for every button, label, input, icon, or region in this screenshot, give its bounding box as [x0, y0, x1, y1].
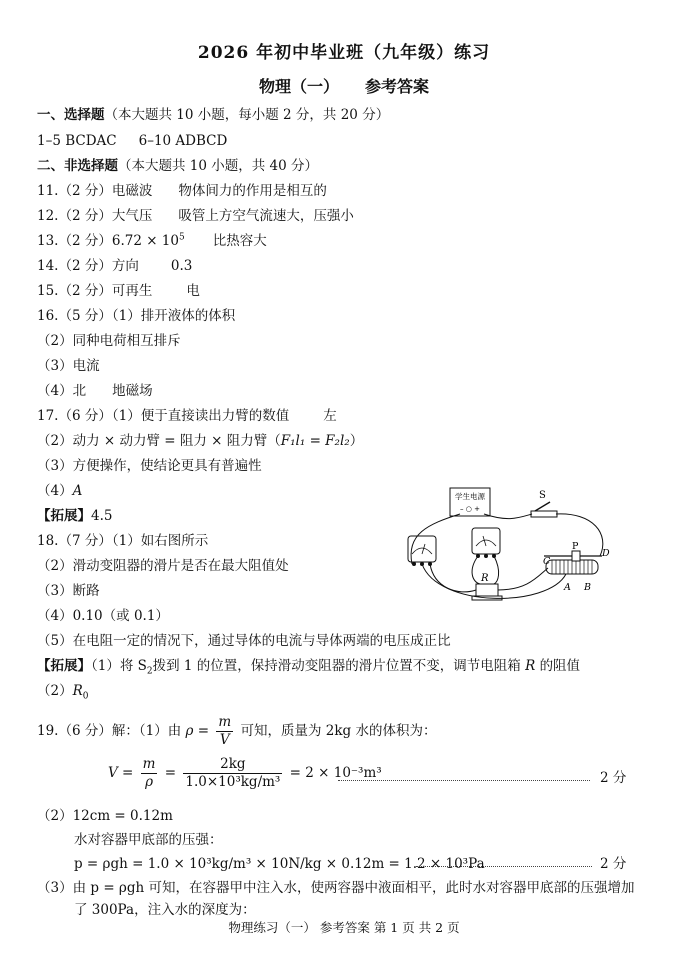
mc-heading-label: 一、选择题: [37, 107, 105, 123]
section-nmc-heading: [37, 156, 318, 176]
q19-pressure-desc: 水对容器甲底部的压强：: [74, 832, 223, 848]
resistor-label: R: [481, 573, 489, 584]
q19-volume-equation: [108, 756, 382, 791]
ammeter: [408, 536, 436, 562]
answer-q17-4: [37, 481, 82, 501]
q13-head: 13.（2 分）6.72 × 10: [37, 233, 179, 249]
q15-b: 电: [186, 283, 200, 299]
q15-head: 15.（2 分）可再生: [37, 283, 153, 299]
power-supply-terminals: – ○ +: [460, 505, 480, 513]
q18-ext1-c: 的阻值: [539, 658, 581, 674]
nmc-heading-label: 二、非选择题: [37, 158, 118, 174]
q17-p2-end: ）: [349, 433, 364, 449]
q19-v-frac2: [183, 756, 282, 791]
voltmeter: [472, 528, 500, 554]
q19-v-frac1-num: m: [142, 756, 156, 772]
answer-q16-3: （3）电流: [37, 358, 100, 374]
q19-eq: =: [197, 723, 210, 739]
q19-v-eq: =: [164, 765, 177, 781]
q12-head: 12.（2 分）大气压: [37, 208, 153, 224]
answer-q18-extension-1: [37, 656, 580, 676]
rheostat-label-b: B: [584, 582, 591, 593]
answer-q18-extension-2: [37, 681, 89, 701]
q19-volume-score: 2 分: [600, 770, 627, 786]
answer-q17-extension: [37, 506, 112, 526]
q14-head: 14.（2 分）方向: [37, 258, 139, 274]
q11-head: 11.（2 分）电磁波: [37, 183, 153, 199]
q19-v-frac1: [141, 756, 158, 791]
q17-p2: （2）动力 × 动力臂 = 阻力 × 阻力臂（: [37, 433, 281, 449]
answer-q19-3-line1: （3）由 p = ρgh 可知，在容器甲中注入水，使两容器中液面相平，此时水对容器甲底部的压强增加: [37, 880, 635, 896]
answer-q17-1: [37, 406, 337, 426]
answer-q18-1: 18.（7 分）（1）如右图所示: [37, 533, 209, 549]
q18-ext1-a: （1）将 S: [91, 658, 147, 674]
q16-4b: 地磁场: [112, 383, 153, 399]
q19-pressure-score: 2 分: [600, 856, 627, 872]
q18-ext2-a: （2）: [37, 683, 73, 699]
answer-q18-2: （2）滑动变阻器的滑片是否在最大阻值处: [37, 558, 289, 574]
answer-q16-2: （2）同种电荷相互排斥: [37, 333, 181, 349]
answer-q19-3-line2: 了 300Pa，注入水的深度为：: [74, 902, 256, 918]
answer-q18-5: （5）在电阻一定的情况下，通过导体的电流与导体两端的电压成正比: [37, 633, 451, 649]
page-title: 2026 年初中毕业班（九年级）练习: [197, 43, 491, 63]
nmc-heading-note: （本大题共 10 小题，共 40 分）: [118, 158, 319, 174]
q19-v-left: V =: [108, 765, 134, 781]
subtitle-subject: 物理（一）: [258, 77, 339, 96]
q13-exponent: 5: [178, 232, 185, 243]
q19-head-b: 可知，质量为 2kg 水的体积为：: [240, 723, 437, 739]
q17-p4-var: A: [72, 483, 83, 499]
q19-head-a: 19.（6 分）解：（1）由: [37, 723, 182, 739]
voltmeter-terminal-2: [484, 554, 488, 558]
q19-density-fraction: [216, 714, 233, 749]
q19-volume-dots: [338, 780, 590, 781]
answer-q11: [37, 181, 327, 201]
answer-q19-2: （2）12cm = 0.12m: [37, 808, 173, 824]
switch-label: S: [539, 490, 546, 501]
power-supply-label: 学生电源: [455, 492, 485, 501]
q13-b: 比热容大: [212, 233, 267, 249]
q18-ext1-var: R: [525, 658, 536, 674]
q17-formula: F₁l₁ = F₂l₂: [280, 433, 350, 449]
q17-ext-value: 4.5: [91, 508, 113, 524]
answer-q17-2: [37, 431, 363, 451]
resistor-r: [476, 584, 498, 596]
rheostat-label-c: C: [543, 556, 551, 567]
subtitle-answer-key: 参考答案: [365, 77, 430, 96]
q19-v-frac2-den: 1.0×10³kg/m³: [185, 774, 281, 790]
q19-frac-num: m: [218, 714, 232, 730]
circuit-diagram: [398, 484, 620, 612]
answer-q19-1: [37, 714, 436, 749]
q17-p4: （4）: [37, 483, 73, 499]
answer-q17-3: （3）方便操作，使结论更具有普遍性: [37, 458, 262, 474]
answer-q14: [37, 256, 192, 276]
q16-4a: （4）北: [37, 383, 87, 399]
ammeter-terminal-1: [412, 562, 416, 566]
answer-q13: [37, 231, 267, 251]
q17-head: 17.（6 分）（1）便于直接读出力臂的数值: [37, 408, 290, 424]
answer-q18-4: （4）0.10（或 0.1）: [37, 608, 169, 624]
switch-lever: [535, 502, 550, 511]
answer-q18-3: （3）断路: [37, 583, 100, 599]
q11-b: 物体间力的作用是相互的: [178, 183, 327, 199]
q18-ext2-sub: 0: [82, 691, 89, 702]
rheostat-label-d: D: [602, 548, 610, 559]
q14-b: 0.3: [170, 258, 193, 274]
switch-base: [531, 511, 557, 517]
section-mc-heading: [37, 105, 389, 125]
answer-q12: [37, 206, 354, 226]
rheostat-label-a: A: [564, 582, 571, 593]
page-subtitle: [0, 74, 688, 97]
q19-pressure-dots: [416, 866, 592, 867]
q19-v-result: = 2 × 10⁻³m³: [289, 765, 382, 781]
mc-answers: [37, 131, 227, 151]
q17-head-b: 左: [323, 408, 337, 424]
mc-answers-6-10: 6–10 ADBCD: [138, 133, 228, 149]
rheostat-slider: [572, 551, 580, 561]
q19-v-frac2-num: 2kg: [183, 756, 282, 774]
q18-ext1-sub: 2: [146, 666, 153, 677]
q12-b: 吸管上方空气流速大，压强小: [178, 208, 354, 224]
q18-ext-label: 【拓展】: [37, 658, 91, 674]
q19-frac-den: V: [219, 732, 230, 748]
q18-ext1-b: 拨到 1 的位置，保持滑动变阻器的滑片位置不变，调节电阻箱: [152, 658, 521, 674]
answer-q15: [37, 281, 200, 301]
q18-ext2-var: R: [72, 683, 83, 699]
q19-rho: ρ: [185, 723, 194, 739]
q17-ext-label: 【拓展】: [37, 508, 91, 524]
mc-answers-1-5: 1–5 BCDAC: [37, 133, 117, 149]
answer-q16-1: 16.（5 分）（1）排开液体的体积: [37, 308, 236, 324]
q19-v-frac1-den: ρ: [145, 774, 154, 790]
q19-pressure-formula: p = ρgh = 1.0 × 10³kg/m³ × 10N/kg × 0.12m = 1.2 × 10³Pa: [74, 856, 485, 872]
mc-heading-note: （本大题共 10 小题，每小题 2 分，共 20 分）: [104, 107, 390, 123]
answer-q16-4: [37, 381, 153, 401]
page-footer: 物理练习（一） 参考答案 第 1 页 共 2 页: [228, 920, 460, 935]
rheostat-label-p: P: [572, 541, 579, 552]
